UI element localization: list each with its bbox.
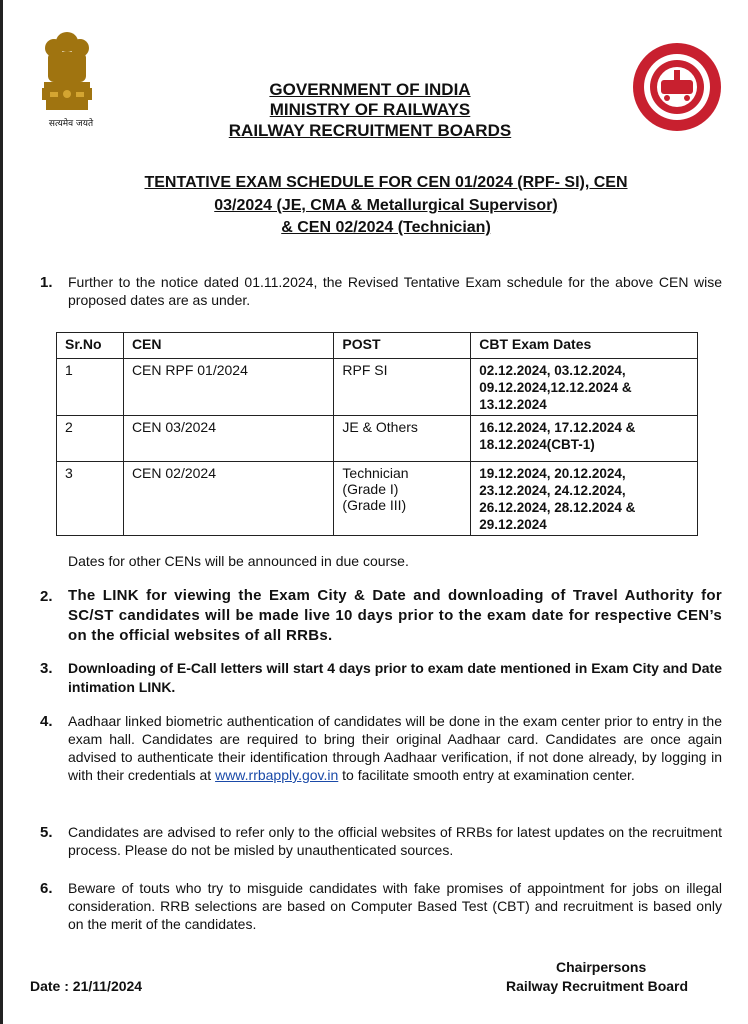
other-cens-note: Dates for other CENs will be announced in due course. bbox=[68, 553, 409, 569]
table-row bbox=[57, 416, 698, 462]
cell-cen: CEN 03/2024 bbox=[123, 416, 333, 462]
table-row bbox=[57, 359, 698, 416]
cell-cbt-dates bbox=[471, 416, 698, 462]
date-line: 18.12.2024(CBT-1) bbox=[479, 437, 595, 452]
date-line: 26.12.2024, 28.12.2024 & bbox=[479, 500, 636, 515]
lion-capital-icon bbox=[36, 28, 98, 114]
cell-cbt-dates bbox=[471, 359, 698, 416]
national-emblem bbox=[36, 28, 98, 134]
cell-srno: 1 bbox=[57, 359, 124, 416]
post-line: JE & Others bbox=[342, 419, 418, 435]
date-line: 29.12.2024 bbox=[479, 517, 547, 532]
schedule-title-line-1: TENTATIVE EXAM SCHEDULE FOR CEN 01/2024 (RPF- SI), CEN bbox=[144, 174, 628, 191]
cell-post bbox=[334, 462, 471, 536]
table-header-row bbox=[57, 333, 698, 359]
cell-srno: 2 bbox=[57, 416, 124, 462]
railways-emblem-icon bbox=[630, 40, 724, 134]
column-header-cen: CEN bbox=[123, 333, 333, 359]
table-row bbox=[57, 462, 698, 536]
page-edge bbox=[0, 0, 3, 1024]
item-number-2: 2. bbox=[40, 588, 53, 605]
item-2-text: The LINK for viewing the Exam City & Date and downloading of Travel Authority for SC/ST candidates will be made live 10 days prior to the exam date for respective CEN’s on the official websites of all RRBs. bbox=[68, 587, 722, 644]
cell-cbt-dates bbox=[471, 462, 698, 536]
signatory-board: Railway Recruitment Board bbox=[506, 978, 689, 994]
emblem-motto: सत्यमेव जयते bbox=[48, 119, 94, 129]
header-government: GOVERNMENT OF INDIA bbox=[269, 80, 471, 99]
item-number-3: 3. bbox=[40, 660, 53, 677]
date-line: 19.12.2024, 20.12.2024, bbox=[479, 466, 626, 481]
cell-post bbox=[334, 359, 471, 416]
item-1-text: Further to the notice dated 01.11.2024, the Revised Tentative Exam schedule for the above CEN wise proposed dates are as under. bbox=[68, 274, 722, 308]
rrbapply-link[interactable]: www.rrbapply.gov.in bbox=[215, 767, 339, 783]
item-number-5: 5. bbox=[40, 824, 53, 841]
post-line: Technician bbox=[342, 465, 409, 481]
item-number-6: 6. bbox=[40, 880, 53, 897]
post-line: (Grade III) bbox=[342, 497, 407, 513]
header-boards: RAILWAY RECRUITMENT BOARDS bbox=[228, 121, 512, 140]
item-4-text bbox=[68, 712, 722, 784]
item-3-text: Downloading of E-Call letters will start 4 days prior to exam date mentioned in Exam City and Date intimation LINK. bbox=[68, 660, 722, 695]
column-header-cbt-dates: CBT Exam Dates bbox=[471, 333, 698, 359]
signatory-title: Chairpersons bbox=[556, 959, 647, 975]
item-4-text-part-2: to facilitate smooth entry at examination center. bbox=[338, 767, 635, 783]
cell-cen: CEN 02/2024 bbox=[123, 462, 333, 536]
date-line: 09.12.2024,12.12.2024 & bbox=[479, 380, 632, 395]
schedule-title-line-3: & CEN 02/2024 (Technician) bbox=[281, 219, 491, 236]
column-header-srno: Sr.No bbox=[57, 333, 124, 359]
date-line: 16.12.2024, 17.12.2024 & bbox=[479, 420, 636, 435]
date-line: 23.12.2024, 24.12.2024, bbox=[479, 483, 626, 498]
post-line: (Grade I) bbox=[342, 481, 399, 497]
item-5-text: Candidates are advised to refer only to the official websites of RRBs for latest updates on the recruitment process. Please do not be misled by unauthenticated sources. bbox=[68, 824, 722, 858]
cell-post bbox=[334, 416, 471, 462]
cell-cen: CEN RPF 01/2024 bbox=[123, 359, 333, 416]
column-header-post: POST bbox=[334, 333, 471, 359]
notice-date: Date : 21/11/2024 bbox=[30, 978, 143, 994]
item-4-text-part-1: Aadhaar linked biometric authentication of candidates will be done in the exam center prior to entry in the exam hall. Candidates are required to bring their original Aadhaar card. Candidates are once again advised to authenticate their identification through Aadhaar verification, if not done already, by logging in with their credentials at bbox=[68, 713, 722, 783]
exam-schedule-table bbox=[56, 332, 698, 536]
item-number-4: 4. bbox=[40, 713, 53, 730]
date-line: 13.12.2024 bbox=[479, 397, 547, 412]
indian-railways-logo bbox=[630, 40, 724, 134]
item-number-1: 1. bbox=[40, 274, 53, 291]
date-line: 02.12.2024, 03.12.2024, bbox=[479, 363, 626, 378]
post-line: RPF SI bbox=[342, 362, 388, 378]
schedule-title-line-2: 03/2024 (JE, CMA & Metallurgical Supervisor) bbox=[214, 197, 558, 214]
item-6-text: Beware of touts who try to misguide candidates with fake promises of appointment for jobs on illegal consideration. RRB selections are based on Computer Based Test (CBT) and recruitment is based only on the merit of the candidates. bbox=[68, 880, 722, 932]
header-ministry: MINISTRY OF RAILWAYS bbox=[269, 100, 471, 119]
cell-srno: 3 bbox=[57, 462, 124, 536]
